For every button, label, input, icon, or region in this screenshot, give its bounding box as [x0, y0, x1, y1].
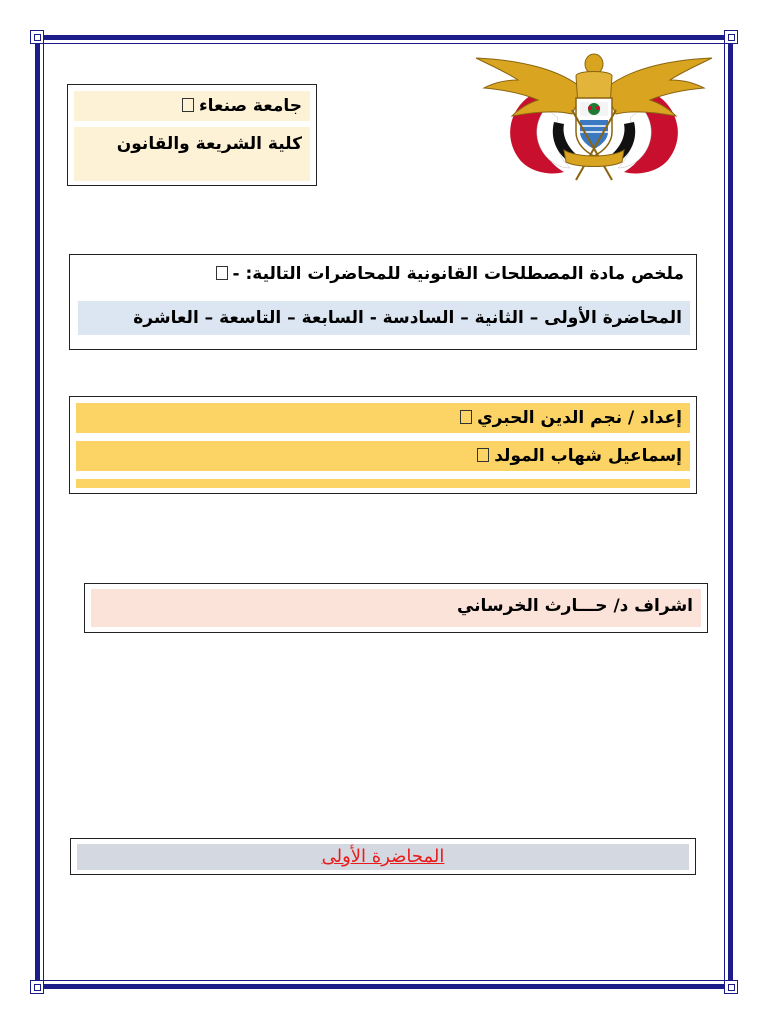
university-name: جامعة صنعاء: [198, 96, 302, 116]
corner-ornament-top-right: [724, 30, 738, 44]
faculty-name-band: [74, 127, 310, 181]
lectures-list-band: [78, 301, 690, 335]
supervisor-box: [84, 583, 708, 633]
university-box: [67, 84, 317, 186]
corner-ornament-bottom-left: [30, 980, 44, 994]
authors-box: [69, 396, 697, 494]
summary-box: [69, 254, 697, 350]
corner-ornament-bottom-right: [724, 980, 738, 994]
lecture-link[interactable]: المحاضرة الأولى: [321, 846, 445, 867]
author-line2: إسماعيل شهاب المولد: [494, 446, 682, 466]
faculty-name: كلية الشريعة والقانون: [116, 134, 302, 154]
supervisor-label: اشراف د/ حـــارث الخرساني: [456, 596, 693, 616]
author-blank-band: [76, 479, 690, 488]
summary-heading-band: [76, 257, 692, 291]
lectures-list: المحاضرة الأولى – الثانية – السادسة - السابعة – التاسعة – العاشرة: [133, 308, 682, 328]
checkbox-icon: [477, 448, 489, 462]
author-line1: إعداد / نجم الدين الحبري: [477, 408, 682, 428]
checkbox-icon: [216, 266, 228, 280]
author-line1-band: [76, 403, 690, 433]
checkbox-icon: [182, 98, 194, 112]
supervisor-band: [91, 589, 701, 627]
corner-ornament-top-left: [30, 30, 44, 44]
lecture-link-band: [77, 844, 689, 870]
checkbox-icon: [460, 410, 472, 424]
yemen-eagle-emblem-icon: [472, 50, 716, 182]
lecture-link-box: [70, 838, 696, 875]
summary-heading: ملخص مادة المصطلحات القانونية للمحاضرات التالية: -: [232, 264, 684, 284]
university-name-band: [74, 91, 310, 121]
author-line2-band: [76, 441, 690, 471]
